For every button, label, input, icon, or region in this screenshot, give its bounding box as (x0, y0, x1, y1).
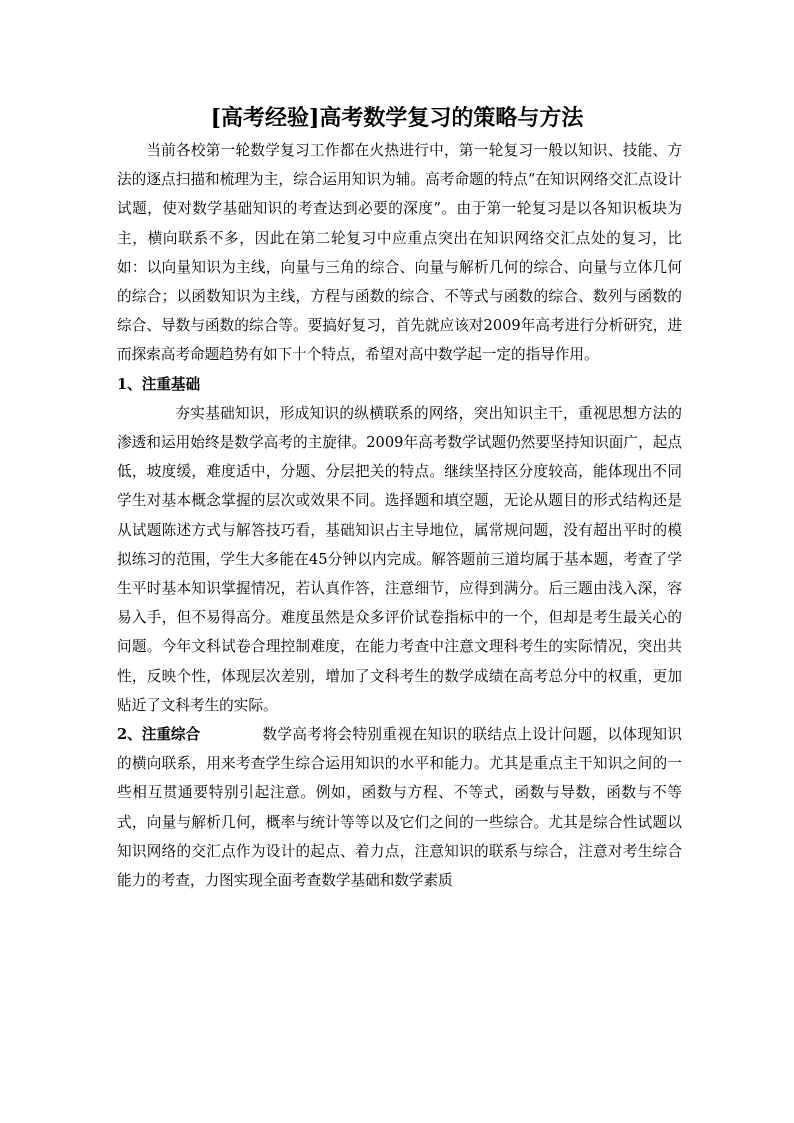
intro-paragraph: 当前各校第一轮数学复习工作都在火热进行中，第一轮复习一般以知识、技能、方法的逐点扫描和梳理为主，综合运用知识为辅。高考命题的特点“在知识网络交汇点设计试题，使对数学基础知识的考查达到必要的深度”。由于第一轮复习是以各知识板块为主，横向联系不多，因此在第二轮复习中应重点突出在知识网络交汇点处的复习，比如：以向量知识为主线，向量与三角的综合、向量与解析几何的综合、向量与立体几何的综合；以函数知识为主线，方程与函数的综合、不等式与函数的综合、数列与函数的综合、导数与函数的综合等。要搞好复习，首先就应该对2009年高考进行分析研究，进而探索高考命题趋势有如下十个特点，希望对高中数学起一定的指导作用。 (117, 142, 682, 364)
document-title: [高考经验]高考数学复习的策略与方法 (210, 105, 584, 131)
document-body (117, 136, 682, 895)
section-2-paragraph (117, 720, 682, 895)
section-1-heading: 1、注重基础 (117, 375, 201, 393)
section-1-paragraph: 夯实基础知识，形成知识的纵横联系的网络，突出知识主干，重视思想方法的渗透和运用始终是数学高考的主旋律。2009年高考数学试题仍然要坚持知识面广，起点低，坡度缓，难度适中，分题、分层把关的特点。继续坚持区分度较高，能体现出不同学生对基本概念掌握的层次或效果不同。选择题和填空题，无论从题目的形式结构还是从试题陈述方式与解答技巧看，基础知识占主导地位，属常规问题，没有超出平时的模拟练习的范围，学生大多能在45分钟以内完成。解答题前三道均属于基本题，考查了学生平时基本知识掌握情况，若认真作答，注意细节，应得到满分。后三题由浅入深，容易入手，但不易得高分。难度虽然是众多评价试卷指标中的一个，但却是考生最关心的问题。今年文科试卷合理控制难度，在能力考查中注意文理科考生的实际情况，突出共性，反映个性，体现层次差别，增加了文科考生的数学成绩在高考总分中的权重，更加贴近了文科考生的实际。 (117, 404, 682, 714)
section-2-text: 数学高考将会特别重视在知识的联结点上设计问题，以体现知识的横向联系，用来考查学生综合运用知识的水平和能力。尤其是重点主干知识之间的一些相互贯通要特别引起注意。例如，函数与方程、不等式，函数与导数，函数与不等式，向量与解析几何，概率与统计等等以及它们之间的一些综合。尤其是综合性试题以知识网络的交汇点作为设计的起点、着力点，注意知识的联系与综合，注意对考生综合能力的考查，力图实现全面考查数学基础和数学素质 (117, 726, 682, 890)
section-2-heading: 2、注重综合 (117, 726, 201, 744)
